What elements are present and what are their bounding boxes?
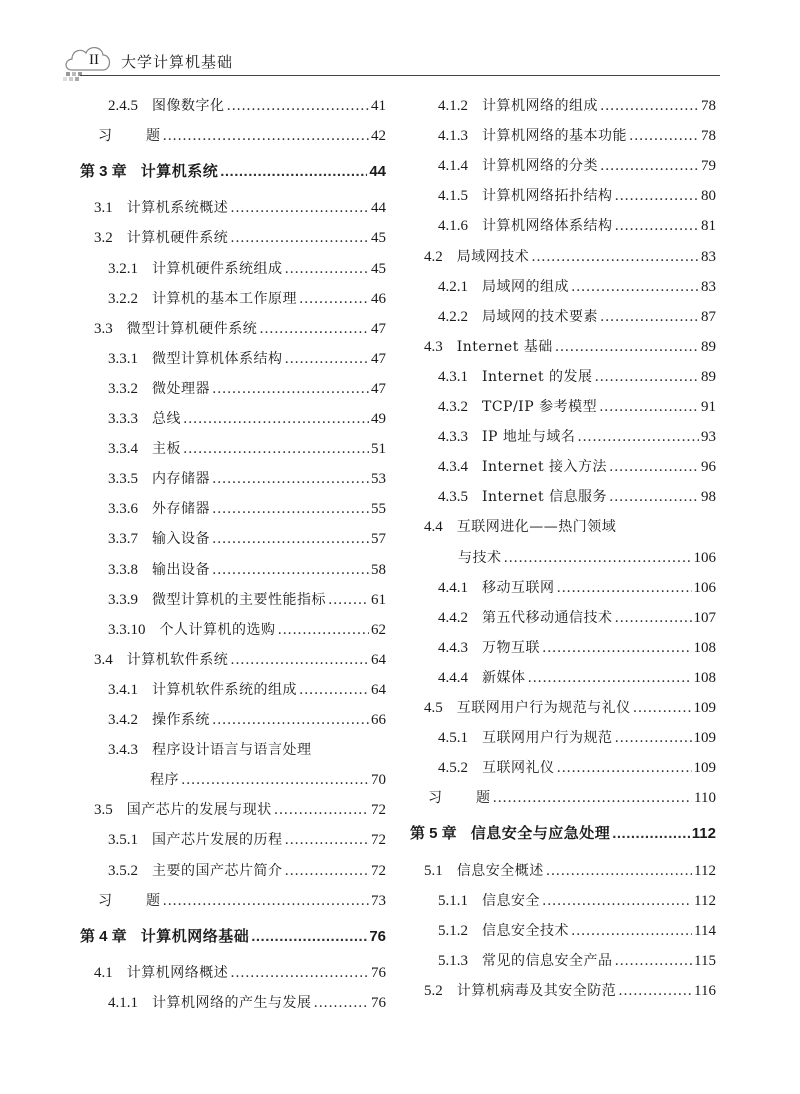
dot-leader: [615, 728, 692, 748]
toc-entry-page: 109: [693, 760, 716, 777]
dot-leader: [314, 993, 370, 1013]
toc-entry-page: 73: [371, 892, 386, 909]
toc-entry-title: 互联网礼仪: [482, 760, 555, 777]
dot-leader: [163, 126, 370, 146]
dot-leader: [615, 951, 693, 971]
toc-entry-page: 72: [371, 802, 386, 819]
toc-entry: [438, 638, 716, 658]
dot-leader: [181, 770, 369, 790]
toc-entry: [108, 259, 386, 279]
toc-entry-number: 习: [428, 790, 442, 807]
toc-entry: [108, 560, 386, 580]
toc-entry-number: 4.3: [424, 338, 443, 355]
toc-entry-number: 4.2: [424, 248, 443, 265]
toc-entry-title: 局域网的技术要素: [482, 308, 598, 325]
toc-entry-title: TCP/IP 参考模型: [482, 399, 598, 415]
toc-entry-title: 题: [146, 128, 161, 145]
toc-entry: [438, 758, 716, 778]
toc-entry: [108, 499, 386, 519]
toc-entry-page: 41: [371, 98, 386, 114]
toc-entry-page: 108: [693, 669, 716, 686]
toc-entry: [438, 457, 716, 477]
toc-entry-number: 4.1.1: [108, 994, 138, 1011]
toc-entry-title: 主板: [152, 441, 181, 458]
toc-entry-title: Internet 基础: [456, 338, 553, 355]
toc-entry-title: 国产芯片的发展与现状: [126, 802, 272, 819]
toc-entry-title: 微型计算机体系结构: [152, 350, 283, 367]
toc-entry-page: 45: [371, 260, 386, 277]
dot-leader: [285, 259, 370, 279]
toc-entry-page: 93: [701, 429, 716, 446]
dot-leader: [571, 921, 692, 941]
dot-leader: [230, 228, 369, 248]
dot-leader: [546, 861, 692, 881]
toc-entry-page: 78: [701, 98, 716, 114]
toc-entry-page: 109: [693, 730, 716, 747]
toc-entry-title: 计算机系统: [140, 163, 219, 181]
toc-entry-title: 计算机软件系统: [126, 651, 229, 668]
toc-entry-page: 64: [371, 651, 386, 668]
dot-leader: [227, 96, 370, 116]
toc-entry-page: 46: [371, 290, 386, 307]
dot-leader: [493, 788, 693, 808]
dot-leader: [600, 96, 699, 116]
toc-entry-number: 4.5.1: [438, 730, 468, 747]
toc-entry: [438, 608, 716, 628]
toc-entry-number: 5.1.3: [438, 952, 468, 969]
toc-entry: [424, 247, 716, 267]
toc-entry-number: 4.3.2: [438, 399, 468, 415]
toc-entry-page: 44: [369, 163, 386, 181]
toc-entry: [438, 487, 716, 507]
toc-entry-number: 4.4.1: [438, 579, 468, 596]
toc-entry-page: 47: [371, 350, 386, 367]
dot-leader: [278, 620, 370, 640]
toc-entry-page: 106: [693, 579, 716, 596]
toc-entry-title: 第五代移动通信技术: [482, 609, 613, 626]
toc-entry-page: 64: [371, 681, 386, 698]
toc-entry-page: 96: [701, 459, 716, 476]
dot-leader: [299, 680, 369, 700]
dot-leader: [633, 698, 692, 718]
toc-entry-page: 55: [371, 501, 386, 518]
toc-entry-title: 程序: [150, 772, 179, 789]
dot-leader: [615, 186, 700, 206]
toc-entry-page: 114: [694, 922, 716, 939]
dot-leader: [274, 800, 369, 820]
toc-entry: [438, 397, 716, 417]
toc-entry-number: 3.1: [94, 200, 113, 217]
dot-leader: [183, 439, 369, 459]
dot-leader: [212, 379, 369, 399]
toc-entry: [108, 993, 386, 1013]
toc-entry-page: 89: [701, 368, 716, 385]
toc-entry-number: 3.4: [94, 651, 113, 668]
toc-entry: [94, 319, 386, 339]
toc-entry-number: 3.3.7: [108, 531, 138, 548]
toc-entry-number: 5.1.1: [438, 892, 468, 909]
toc-entry-number: 习: [98, 892, 112, 909]
toc-entry-title: 计算机网络概述: [126, 964, 229, 981]
toc-entry-number: 4.4: [424, 519, 443, 536]
dot-leader: [251, 927, 367, 947]
toc-entry-title: 移动互联网: [482, 579, 555, 596]
toc-entry-title: 互联网用户行为规范: [482, 730, 613, 747]
toc-entry-number: 3.5: [94, 802, 113, 819]
dot-leader: [609, 487, 699, 507]
toc-entry-title: 计算机软件系统的组成: [152, 681, 297, 698]
dot-leader: [328, 590, 369, 610]
toc-entry-page: 91: [701, 399, 716, 415]
toc-entry: [438, 156, 716, 176]
toc-entry-page: 76: [369, 927, 386, 945]
dot-leader: [230, 198, 369, 218]
toc-entry: [108, 620, 386, 640]
dot-leader: [220, 162, 367, 182]
toc-entry-page: 49: [371, 411, 386, 427]
toc-entry: [108, 349, 386, 369]
toc-entry-number: 4.5: [424, 700, 443, 716]
toc-entry-page: 112: [694, 862, 716, 879]
toc-chapter-entry: [410, 824, 716, 844]
toc-entry-page: 47: [371, 320, 386, 337]
dot-leader: [183, 409, 369, 429]
toc-entry-title: 总线: [152, 411, 181, 427]
dot-leader: [259, 319, 369, 339]
toc-entry-page: 115: [694, 952, 716, 969]
toc-entry-page: 61: [371, 591, 386, 608]
toc-entry-page: 53: [371, 471, 386, 488]
toc-entry-number: 4.3.4: [438, 459, 468, 476]
toc-entry-number: 3.3.4: [108, 441, 138, 458]
toc-entry: [108, 289, 386, 309]
toc-entry: [94, 650, 386, 670]
toc-entry: [108, 680, 386, 700]
toc-entry-page: 80: [701, 188, 716, 205]
toc-entry-title: Internet 接入方法: [482, 459, 608, 476]
toc-entry-number: 4.1.2: [438, 98, 468, 114]
toc-entry-title: Internet 的发展: [482, 368, 593, 385]
toc-entry: [108, 439, 386, 459]
toc-entry: [108, 409, 386, 429]
toc-entry-title: 互联网进化——热门领域: [456, 519, 617, 536]
toc-entry: [438, 578, 716, 598]
toc-entry-number: 5.2: [424, 982, 443, 999]
toc-entry-number: 4.4.2: [438, 609, 468, 626]
toc-entry: [438, 921, 716, 941]
toc-entry-title: 操作系统: [152, 712, 210, 728]
toc-entry-title: 计算机网络的产生与发展: [152, 994, 312, 1011]
dot-leader: [612, 824, 690, 844]
toc-entry-page: 108: [693, 639, 716, 656]
toc-entry-number: 3.2.1: [108, 260, 138, 277]
toc-entry-page: 112: [691, 825, 716, 843]
toc-chapter-entry: [80, 162, 386, 182]
toc-entry: [438, 951, 716, 971]
toc-entry: [438, 216, 716, 236]
toc-entry: [438, 728, 716, 748]
toc-entry: [108, 529, 386, 549]
dot-leader: [528, 668, 692, 688]
toc-entry-page: 51: [371, 441, 386, 458]
toc-entry-number: 4.3.1: [438, 368, 468, 385]
toc-entry-page: 45: [371, 230, 386, 247]
toc-entry: [94, 800, 386, 820]
toc-entry-number: 4.1.4: [438, 158, 468, 175]
toc-entry-title: 新媒体: [482, 669, 526, 686]
toc-entry-page: 72: [371, 862, 386, 879]
toc-entry-number: 3.3.3: [108, 411, 138, 427]
toc-entry-title: 计算机的基本工作原理: [152, 290, 297, 307]
toc-entry: [108, 379, 386, 399]
toc-entry-number: 3.3.1: [108, 350, 138, 367]
dot-leader: [609, 457, 699, 477]
toc-entry: [108, 740, 386, 760]
toc-entry-title: 信息安全与应急处理: [470, 825, 611, 843]
dot-leader: [285, 349, 370, 369]
toc-entry-page: 112: [694, 892, 716, 909]
toc-entry-title: Internet 信息服务: [482, 489, 608, 506]
toc-entry-number: 第 3 章: [80, 163, 127, 181]
toc-entry: [108, 830, 386, 850]
toc-entry-title: 计算机网络拓扑结构: [482, 188, 613, 205]
toc-entry-page: 106: [693, 549, 716, 566]
toc-entry-title: 万物互联: [482, 639, 540, 656]
toc-entry-title: 互联网用户行为规范与礼仪: [456, 700, 631, 716]
toc-entry-page: 76: [371, 964, 386, 981]
toc-entry-title: 微型计算机的主要性能指标: [152, 591, 326, 608]
toc-entry: [424, 517, 716, 537]
dot-leader: [618, 981, 692, 1001]
toc-entry: [438, 668, 716, 688]
toc-entry-number: 3.3.8: [108, 561, 138, 578]
toc-entry-title: 信息安全: [482, 892, 540, 909]
toc-entry-number: 4.1: [94, 964, 113, 981]
toc-entry-page: 87: [701, 308, 716, 325]
toc-entry-page: 109: [693, 700, 716, 716]
dot-leader: [230, 650, 369, 670]
toc-entry-page: 83: [701, 248, 716, 265]
dot-leader: [629, 126, 699, 146]
toc-entry: [94, 198, 386, 218]
toc-entry-number: 第 5 章: [410, 825, 457, 843]
toc-entry-number: 3.3.9: [108, 591, 138, 608]
toc-entry: [108, 96, 386, 116]
toc-entry-title: 题: [146, 892, 161, 909]
toc-entry-title: 计算机网络的基本功能: [482, 128, 627, 145]
toc-entry-page: 78: [701, 128, 716, 145]
dot-leader: [212, 560, 369, 580]
dot-leader: [599, 397, 699, 417]
dot-leader: [615, 608, 692, 628]
toc-entry-page: 83: [701, 278, 716, 295]
dot-leader: [212, 710, 369, 730]
toc-entry: [94, 228, 386, 248]
toc-entry-number: 4.4.3: [438, 639, 468, 656]
toc-entry-title: 程序设计语言与语言处理: [152, 742, 312, 759]
toc-entry-title: 信息安全技术: [482, 922, 569, 939]
toc-entry: [150, 770, 386, 790]
book-title: 大学计算机基础: [121, 53, 234, 71]
dot-leader: [285, 830, 370, 850]
toc-entry-page: 81: [701, 218, 716, 235]
toc-entry-number: 3.3: [94, 320, 113, 337]
toc-chapter-entry: [80, 927, 386, 947]
dot-leader: [615, 216, 700, 236]
dot-leader: [557, 758, 692, 778]
toc-entry: [438, 367, 716, 387]
toc-entry-page: 62: [371, 621, 386, 638]
toc-entry-number: 3.3.2: [108, 380, 138, 397]
toc-entry-title: 计算机网络基础: [140, 927, 250, 945]
toc-entry-title: 计算机网络体系结构: [482, 218, 613, 235]
dot-leader: [212, 529, 369, 549]
toc-entry: [424, 981, 716, 1001]
toc-entry: [458, 548, 716, 568]
toc-entry-number: 3.4.3: [108, 742, 138, 759]
cloud-logo-icon: [62, 40, 114, 84]
toc-entry-number: 3.5.2: [108, 862, 138, 879]
toc-entry-number: 4.5.2: [438, 760, 468, 777]
toc-entry: [98, 891, 386, 911]
toc-entry-number: 3.2.2: [108, 290, 138, 307]
toc-entry-number: 3.2: [94, 230, 113, 247]
dot-leader: [212, 469, 369, 489]
toc-entry-number: 4.2.1: [438, 278, 468, 295]
toc-entry: [108, 469, 386, 489]
dot-leader: [542, 638, 692, 658]
dot-leader: [571, 277, 699, 297]
toc-entry: [438, 186, 716, 206]
toc-entry-page: 89: [701, 338, 716, 355]
dot-leader: [600, 156, 699, 176]
toc-entry-title: 计算机系统概述: [126, 200, 229, 217]
toc-entry-page: 66: [371, 712, 386, 728]
toc-entry-title: 计算机网络的组成: [482, 98, 598, 114]
toc-entry-number: 5.1.2: [438, 922, 468, 939]
toc-entry: [424, 861, 716, 881]
dot-leader: [285, 861, 370, 881]
toc-entry: [438, 307, 716, 327]
toc-entry-title: 计算机硬件系统组成: [152, 260, 283, 277]
toc-entry-page: 72: [371, 832, 386, 849]
toc-entry-page: 42: [371, 128, 386, 145]
toc-entry-page: 70: [371, 772, 386, 789]
toc-entry-number: 4.3.3: [438, 429, 468, 446]
toc-entry-title: 微处理器: [152, 380, 210, 397]
toc-entry: [438, 891, 716, 911]
toc-entry-page: 79: [701, 158, 716, 175]
toc-entry: [98, 126, 386, 146]
page-number: II: [89, 52, 99, 68]
toc-entry-title: 计算机硬件系统: [126, 230, 229, 247]
dot-leader: [595, 367, 699, 387]
dot-leader: [299, 289, 369, 309]
toc-entry: [424, 698, 716, 718]
toc-entry-title: 局域网的组成: [482, 278, 569, 295]
dot-leader: [577, 427, 699, 447]
toc-entry-page: 44: [371, 200, 386, 217]
dot-leader: [230, 963, 369, 983]
toc-entry-title: 图像数字化: [152, 98, 225, 114]
toc-entry: [108, 590, 386, 610]
dot-leader: [557, 578, 692, 598]
toc-entry: [94, 963, 386, 983]
toc-entry-number: 4.1.6: [438, 218, 468, 235]
toc-entry-title: 题: [476, 790, 491, 807]
toc-entry-number: 习: [98, 128, 112, 145]
dot-leader: [504, 548, 692, 568]
toc-entry-title: 微型计算机硬件系统: [126, 320, 258, 337]
dot-leader: [163, 891, 370, 911]
toc-entry-title: 输出设备: [152, 561, 210, 578]
toc-entry-title: 局域网技术: [456, 248, 530, 265]
toc-entry-page: 58: [371, 561, 386, 578]
toc-entry-number: 3.3.10: [108, 621, 146, 638]
toc-entry: [108, 861, 386, 881]
toc-entry-title: 输入设备: [152, 531, 210, 548]
toc-entry-number: 3.4.2: [108, 712, 138, 728]
toc-entry-title: 信息安全概述: [456, 862, 544, 879]
toc-entry-title: 主要的国产芯片简介: [152, 862, 283, 879]
dot-leader: [542, 891, 692, 911]
toc-entry-title: 国产芯片发展的历程: [152, 832, 283, 849]
toc-entry: [428, 788, 716, 808]
toc-entry-page: 98: [701, 489, 716, 506]
toc-entry-title: 个人计算机的选购: [159, 621, 276, 638]
toc-entry-number: 2.4.5: [108, 98, 138, 114]
toc-entry-page: 57: [371, 531, 386, 548]
toc-entry-number: 3.4.1: [108, 681, 138, 698]
toc-entry-number: 4.1.3: [438, 128, 468, 145]
toc-entry-number: 4.4.4: [438, 669, 468, 686]
toc-entry-number: 4.2.2: [438, 308, 468, 325]
toc-entry-number: 第 4 章: [80, 927, 127, 945]
toc-entry: [438, 126, 716, 146]
toc-entry-number: 3.5.1: [108, 832, 138, 849]
dot-leader: [555, 337, 699, 357]
header-rule: [80, 75, 720, 76]
page-header: [0, 0, 800, 90]
toc-entry-title: 外存储器: [152, 501, 210, 518]
toc-entry: [438, 96, 716, 116]
toc-entry-page: 76: [371, 994, 386, 1011]
toc-entry-page: 107: [693, 609, 716, 626]
toc-entry: [424, 337, 716, 357]
toc-entry: [438, 427, 716, 447]
toc-entry-number: 5.1: [424, 862, 443, 879]
dot-leader: [600, 307, 699, 327]
dot-leader: [531, 247, 699, 267]
toc-entry-title: 与技术: [458, 549, 502, 566]
toc-entry: [438, 277, 716, 297]
toc-entry-title: 内存储器: [152, 471, 210, 488]
toc-entry-number: 3.3.6: [108, 501, 138, 518]
toc-entry-number: 4.3.5: [438, 489, 468, 506]
toc-entry-page: 116: [694, 982, 716, 999]
toc-entry-title: IP 地址与域名: [482, 429, 576, 446]
toc-entry-number: 4.1.5: [438, 188, 468, 205]
toc-entry-title: 常见的信息安全产品: [482, 952, 613, 969]
toc-entry-title: 计算机网络的分类: [482, 158, 598, 175]
toc-entry-title: 计算机病毒及其安全防范: [456, 982, 617, 999]
toc-entry-page: 110: [694, 790, 716, 807]
dot-leader: [212, 499, 369, 519]
toc-entry: [108, 710, 386, 730]
toc-entry-number: 3.3.5: [108, 471, 138, 488]
toc-entry-page: 47: [371, 380, 386, 397]
